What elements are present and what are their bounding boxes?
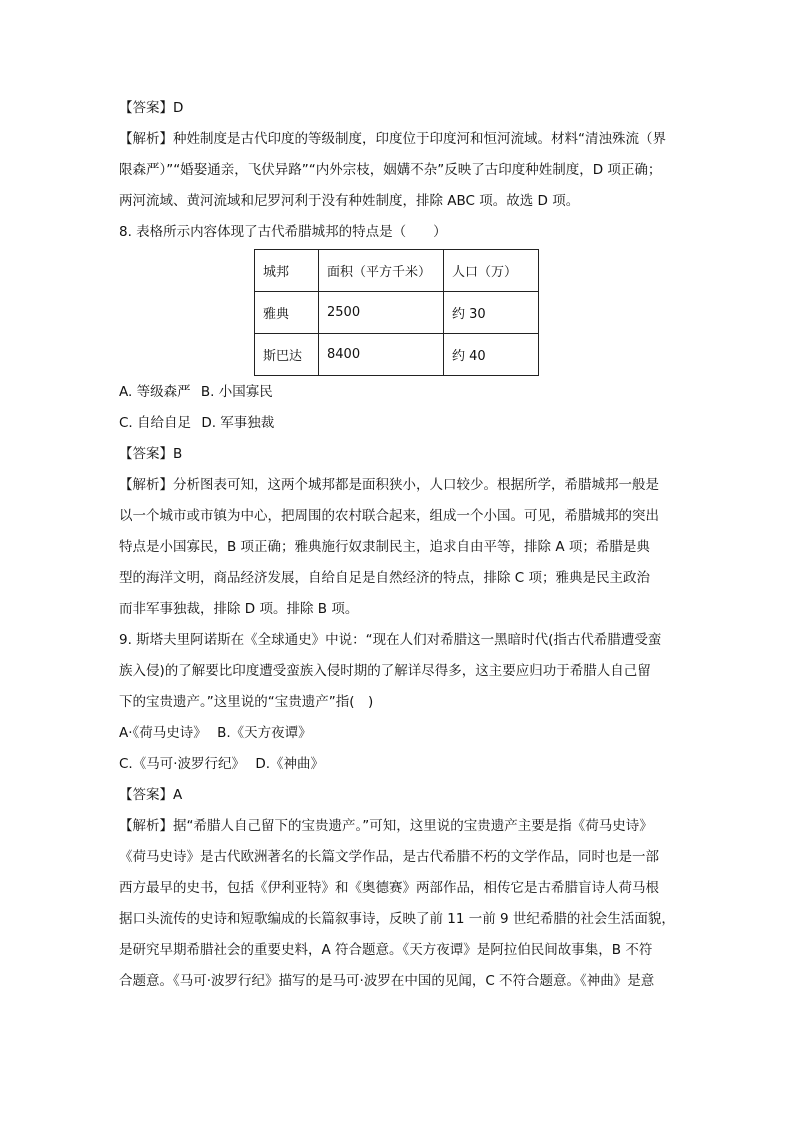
table-row <box>255 292 539 334</box>
q8-option-a: A. 等级森严 <box>119 384 191 400</box>
q9-analysis-line-6: 合题意。《马可·波罗行纪》描写的是马可·波罗在中国的见闻，C 不符合题意。《神曲》是意 <box>119 973 655 989</box>
table-cell: 2500 <box>319 292 444 334</box>
q8-answer: 【答案】B <box>119 446 183 462</box>
table-header-cell: 城邦 <box>255 250 319 292</box>
document-page <box>119 98 687 1002</box>
q8-explanation <box>119 444 687 620</box>
q9-option-c: C.《马可·波罗行纪》 <box>119 756 246 772</box>
city-state-table <box>254 249 539 376</box>
q8-analysis-line-4: 型的海洋文明，商品经济发展，自给自足是自然经济的特点，排除 C 项；雅典是民主政治 <box>119 570 651 586</box>
table-cell: 约 30 <box>444 292 539 334</box>
q9-analysis-line-2: 《荷马史诗》是古代欧洲著名的长篇文学作品，是古代希腊不朽的文学作品，同时也是一部 <box>119 849 659 865</box>
q8-analysis-line-3: 特点是小国寡民，B 项正确；雅典施行奴隶制民主，追求自由平等，排除 A 项；希腊是典 <box>119 539 650 555</box>
q9-analysis-line-1: 【解析】据“希腊人自己留下的宝贵遗产。”可知，这里说的宝贵遗产主要是指《荷马史诗》 <box>119 818 653 834</box>
q8-analysis-line-2: 以一个城市或市镇为中心，把周围的农村联合起来，组成一个小国。可见，希腊城邦的突出 <box>119 508 659 524</box>
q8-stem: 8. 表格所示内容体现了古代希腊城邦的特点是（ ） <box>119 224 447 240</box>
table-cell: 雅典 <box>255 292 319 334</box>
q9-stem-line-3: 下的宝贵遗产。”这里说的“宝贵遗产”指( ) <box>119 694 374 710</box>
q8-option-c: C. 自给自足 <box>119 415 192 431</box>
q9-option-a: A·《荷马史诗》 <box>119 725 207 741</box>
table-cell: 8400 <box>319 334 444 376</box>
q9-analysis-line-4: 据口头流传的史诗和短歌编成的长篇叙事诗，反映了前 11 一前 9 世纪希腊的社会生活面貌， <box>119 911 675 927</box>
q7-analysis-line-3: 两河流域、黄河流域和尼罗河利于没有种姓制度，排除 ABC 项。故选 D 项。 <box>119 193 580 209</box>
q8-analysis-line-5: 而非军事独裁，排除 D 项。排除 B 项。 <box>119 601 359 617</box>
q9-stem-line-1: 9. 斯塔夫里阿诺斯在《全球通史》中说：“现在人们对希腊这一黑暗时代(指古代希腊遭受蛮 <box>119 632 662 648</box>
q8-block <box>119 222 687 620</box>
q8-option-d: D. 军事独裁 <box>201 415 275 431</box>
q9-option-b: B.《天方夜谭》 <box>217 725 312 741</box>
q7-analysis-line-2: 限森严）”“婚娶通亲，飞伏异路”“内外宗枝，姻媾不杂”反映了古印度种姓制度，D 项正确； <box>119 162 662 178</box>
q9-answer: 【答案】A <box>119 787 183 803</box>
q9-option-d: D.《神曲》 <box>255 756 324 772</box>
q9-explanation <box>119 785 687 992</box>
q9-options-row-1 <box>119 723 687 744</box>
table-header-cell: 面积（平方千米） <box>319 250 444 292</box>
q8-option-b: B. 小国寡民 <box>200 384 273 400</box>
q9-analysis-line-5: 是研究早期希腊社会的重要史料，A 符合题意。《天方夜谭》是阿拉伯民间故事集，B 不符 <box>119 942 653 958</box>
q7-analysis-line-1: 【解析】种姓制度是古代印度的等级制度，印度位于印度河和恒河流域。材料“清浊殊流（界 <box>119 131 666 147</box>
table-cell: 斯巴达 <box>255 334 319 376</box>
q8-options-row-2 <box>119 413 687 434</box>
q9-analysis-line-3: 西方最早的史书，包括《伊利亚特》和《奥德赛》两部作品，相传它是古希腊盲诗人荷马根 <box>119 880 659 896</box>
q7-block <box>119 98 687 212</box>
q9-options-row-2 <box>119 754 687 775</box>
q9-stem <box>119 630 687 713</box>
q8-options-row-1 <box>119 382 687 403</box>
table-header-cell: 人口（万） <box>444 250 539 292</box>
q9-stem-line-2: 族入侵)的了解要比印度遭受蛮族入侵时期的了解详尽得多，这主要应归功于希腊人自己留 <box>119 663 651 679</box>
q9-block <box>119 630 687 992</box>
table-cell: 约 40 <box>444 334 539 376</box>
table-header-row <box>255 250 539 292</box>
table-row <box>255 334 539 376</box>
q7-answer: 【答案】D <box>119 100 184 116</box>
q8-analysis-line-1: 【解析】分析图表可知，这两个城邦都是面积狭小，人口较少。根据所学，希腊城邦一般是 <box>119 477 659 493</box>
